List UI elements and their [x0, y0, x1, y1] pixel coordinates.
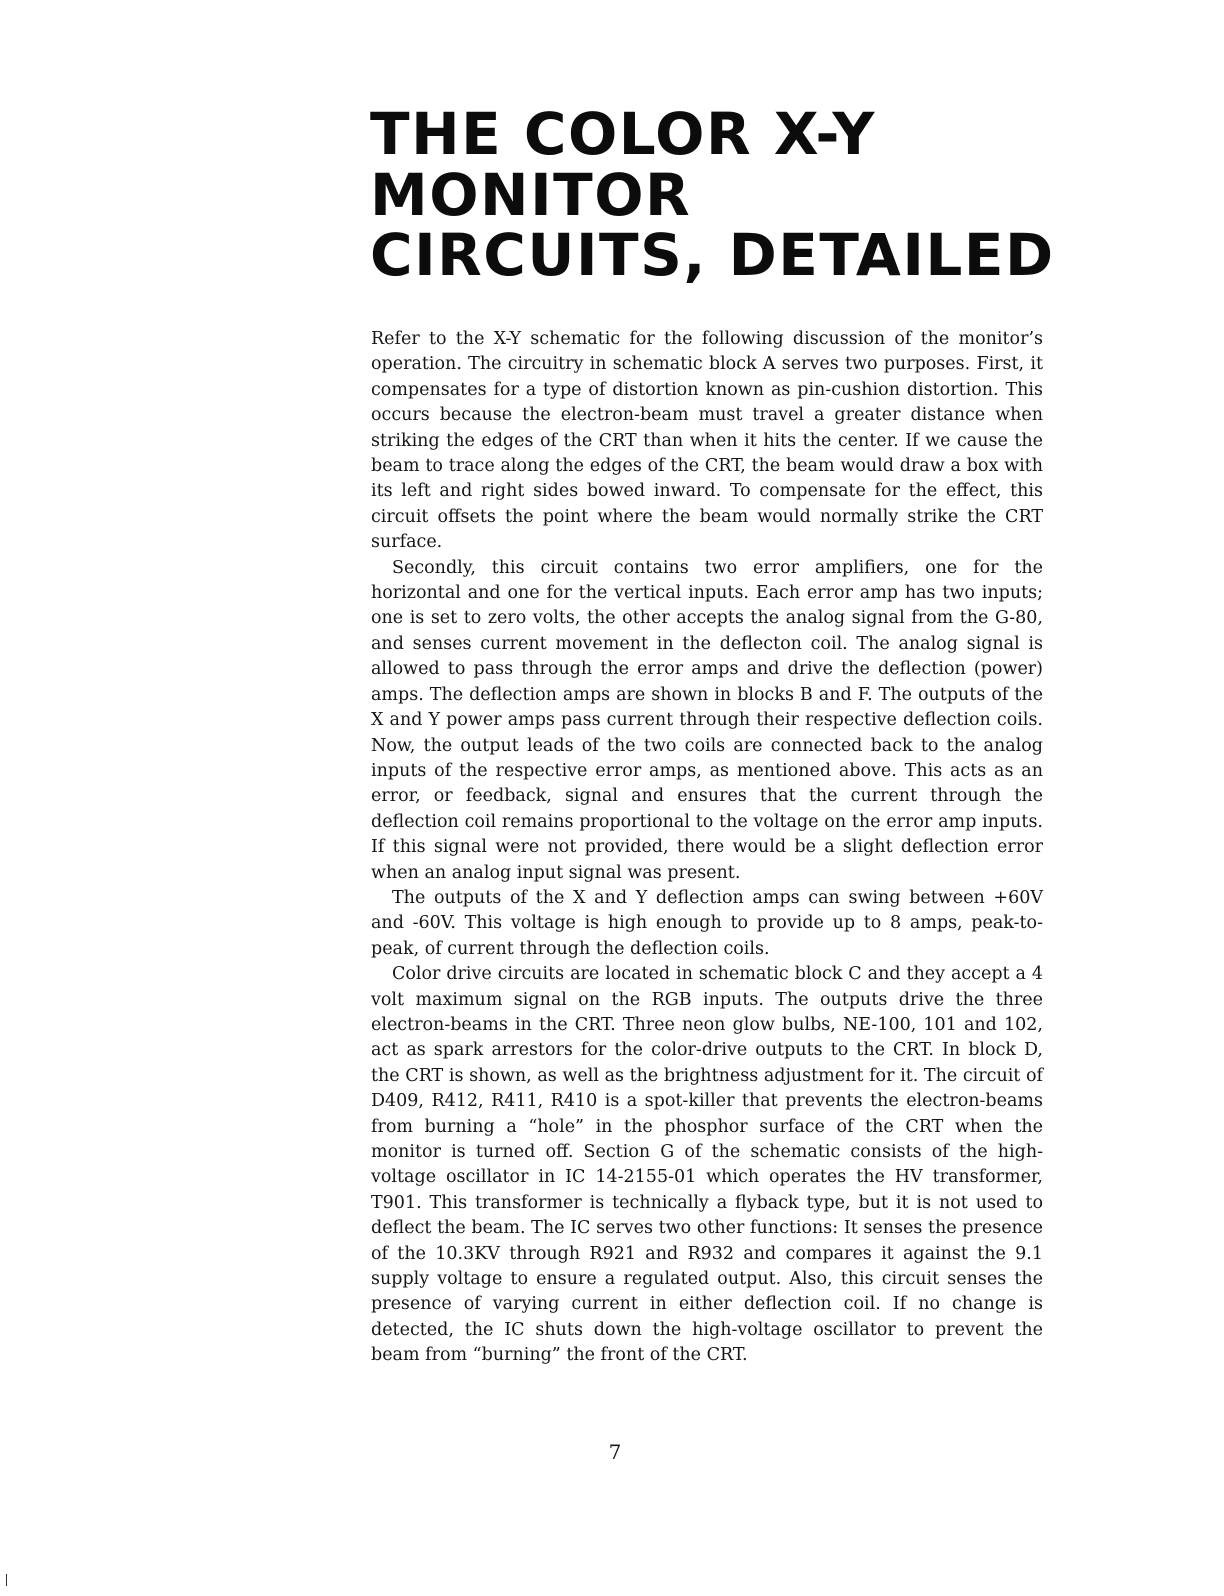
paragraph-3: The outputs of the X and Y deflection amps can swing between +60V and -60V. This voltage is high enough to provide up to 8 amps, peak-to-peak, of current through the deflection coils. [371, 887, 1043, 959]
page-number: 7 [608, 1440, 622, 1464]
scan-edge-mark [6, 1574, 7, 1586]
page-title [370, 100, 1055, 289]
paragraph-2: Secondly, this circuit contains two error amplifiers, one for the horizontal and one for the vertical inputs. Each error amp has two inputs; one is set to zero volts, the other accepts the analog signal from the G-80, and senses current movement in the deflecton coil. The analog signal is allowed to pass through the error amps and drive the deflection (power) amps. The deflection amps are shown in blocks B and F. The outputs of the X and Y power amps pass current through their respective deflection coils. Now, the output leads of the two coils are connected back to the analog inputs of the respective error amps, as mentioned above. This acts as an error, or feedback, signal and ensures that the current through the deflection coil remains proportional to the voltage on the error amp inputs. If this signal were not provided, there would be a slight deflection error when an analog input signal was present. [371, 557, 1043, 883]
paragraph-4: Color drive circuits are located in schematic block C and they accept a 4 volt maximum signal on the RGB inputs. The outputs drive the three electron-beams in the CRT. Three neon glow bulbs, NE-100, 101 and 102, act as spark arrestors for the color-drive outputs to the CRT. In block D, the CRT is shown, as well as the brightness adjustment for it. The circuit of D409, R412, R411, R410 is a spot-killer that prevents the electron-beams from burning a “hole” in the phosphor surface of the CRT when the monitor is turned off. Section G of the schematic consists of the high-voltage oscillator in IC 14-2155-01 which operates the HV transformer, T901. This transformer is technically a flyback type, but it is not used to deflect the beam. The IC serves two other functions: It senses the presence of the 10.3KV through R921 and R932 and compares it against the 9.1 supply voltage to ensure a regulated output. Also, this circuit senses the presence of varying current in either deflection coil. If no change is detected, the IC shuts down the high-voltage oscillator to prevent the beam from “burning” the front of the CRT. [371, 964, 1043, 1366]
body-text [371, 327, 1043, 1369]
title-line-1: THE COLOR X-Y [370, 100, 876, 168]
paragraph-1: Refer to the X-Y schematic for the following discussion of the monitor’s operation. The circuitry in schematic block A serves two purposes. First, it compensates for a type of distortion known as pin-cushion distortion. This occurs because the electron-beam must travel a greater distance when striking the edges of the CRT than when it hits the center. If we cause the beam to trace along the edges of the CRT, the beam would draw a box with its left and right sides bowed inward. To compensate for the effect, this circuit offsets the point where the beam would normally strike the CRT surface. [371, 329, 1043, 553]
title-line-2: MONITOR [370, 160, 692, 229]
title-line-3: CIRCUITS, DETAILED [370, 221, 1055, 289]
